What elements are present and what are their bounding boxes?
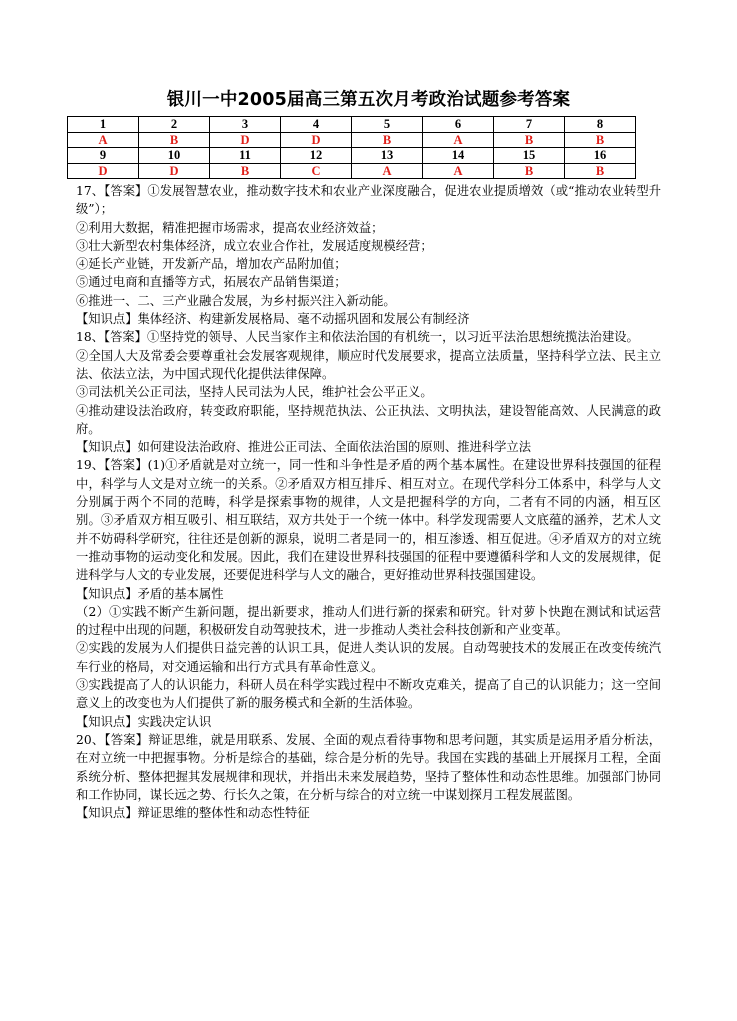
question-number-cell: 8 xyxy=(565,117,636,133)
document-title: 银川一中2005届高三第五次月考政治试题参考答案 xyxy=(166,90,571,110)
question-number-cell: 2 xyxy=(139,117,210,133)
question-number-cell: 10 xyxy=(139,148,210,164)
answer-paragraph: 19、【答案】(1)①矛盾就是对立统一，同一性和斗争性是矛盾的两个基本属性。在建设世界科技强国的征程中，科学与人文是对立统一的关系。②矛盾双方相互排斥、相互对立。在现代学科分工体系中，科学与人文分别属于两个不同的范畴，科学是探索事物的规律，人文是把握科学的方向，二者有不同的内涵，相互区别。③矛盾双方相互吸引、相互联结，双方共处于一个统一体中。科学发现需要人文底蕴的涵养，艺术人文并不妨碍科学研究，往往还是创新的源泉，说明二者是同一的，相互渗透、相互促进。④矛盾双方的对立统一推动事物的运动变化和发展。因此，我们在建设世界科技强国的征程中要遵循科学和人文的发展规律，促进科学与人文的专业发展，还要促进科学与人文的融合，更好推动世界科技强国建设。 xyxy=(76,458,661,583)
answer-paragraph: ⑥推进一、二、三产业融合发展，为乡村振兴注入新动能。 xyxy=(76,293,396,308)
question-number-row xyxy=(68,117,636,133)
answer-content xyxy=(76,182,661,822)
answer-paragraph: ②全国人大及常委会要尊重社会发展客观规律，顺应时代发展要求，提高立法质量，坚持科学立法、民主立法、依法立法，为中国式现代化提供法律保障。 xyxy=(76,348,661,381)
answer-paragraph: ③司法机关公正司法，坚持人民司法为人民，维护社会公平正义。 xyxy=(76,385,433,400)
question-number-cell: 1 xyxy=(68,117,139,133)
question-number-cell: 14 xyxy=(423,148,494,164)
knowledge-point-line: 【知识点】如何建设法治政府、推进公正司法、全面依法治国的原则、推进科学立法 xyxy=(76,440,531,455)
question-number-cell: 9 xyxy=(68,148,139,164)
answer-cell: B xyxy=(494,132,565,148)
answer-cell: B xyxy=(210,163,281,179)
answer-paragraph: ②利用大数据，精准把握市场需求，提高农业经济效益； xyxy=(76,220,384,235)
knowledge-point-line: 【知识点】辩证思维的整体性和动态性特征 xyxy=(76,806,310,821)
question-number-cell: 7 xyxy=(494,117,565,133)
question-number-cell: 12 xyxy=(281,148,352,164)
knowledge-point-line: 【知识点】集体经济、构建新发展格局、毫不动摇巩固和发展公有制经济 xyxy=(76,312,470,327)
answer-cell: C xyxy=(281,163,352,179)
answer-paragraph: ⑤通过电商和直播等方式，拓展农产品销售渠道； xyxy=(76,275,347,290)
answer-paragraph: ④推动建设法治政府，转变政府职能，坚持规范执法、公正执法、文明执法，建设智能高效、人民满意的政府。 xyxy=(76,403,661,436)
answer-paragraph: ③壮大新型农村集体经济，成立农业合作社，发展适度规模经营； xyxy=(76,238,433,253)
answer-table xyxy=(67,116,636,179)
answer-paragraph: 18、【答案】①坚持党的领导、人民当家作主和依法治国的有机统一，以习近平法治思想统揽法治建设。 xyxy=(76,330,639,345)
answer-paragraph: ③实践提高了人的认识能力，科研人员在科学实践过程中不断攻克难关，提高了自己的认识能力；这一空间意义上的改变也为人们提供了新的服务模式和全新的生活体验。 xyxy=(76,678,661,711)
answer-paragraph: 17、【答案】①发展智慧农业，推动数字技术和农业产业深度融合，促进农业提质增效（或“推动农业转型升级”）； xyxy=(76,184,661,217)
answer-cell: D xyxy=(210,132,281,148)
answer-cell: B xyxy=(139,132,210,148)
answer-table-body xyxy=(68,117,636,179)
question-number-cell: 15 xyxy=(494,148,565,164)
answer-cell: A xyxy=(423,163,494,179)
question-number-cell: 6 xyxy=(423,117,494,133)
answer-row xyxy=(68,163,636,179)
answer-paragraph: ④延长产业链，开发新产品，增加农产品附加值； xyxy=(76,257,347,272)
answer-paragraph: 20、【答案】辩证思维，就是用联系、发展、全面的观点看待事物和思考问题，其实质是运用矛盾分析法，在对立统一中把握事物。分析是综合的基础，综合是分析的先导。我国在实践的基础上开展探月工程，全面系统分析、整体把握其发展规律和现状，并指出未来发展趋势，坚持了整体性和动态性思维。加强部门协同和工作协同，谋长远之势、行长久之策，在分析与综合的对立统一中谋划探月工程发展蓝图。 xyxy=(76,732,661,802)
answer-cell: B xyxy=(352,132,423,148)
answer-paragraph: ②实践的发展为人们提供日益完善的认识工具，促进人类认识的发展。自动驾驶技术的发展正在改变传统汽车行业的格局，对交通运输和出行方式具有革命性意义。 xyxy=(76,641,661,674)
knowledge-point-line: 【知识点】实践决定认识 xyxy=(76,714,212,729)
answer-cell: A xyxy=(68,132,139,148)
answer-cell: D xyxy=(281,132,352,148)
answer-cell: D xyxy=(68,163,139,179)
question-number-cell: 11 xyxy=(210,148,281,164)
question-number-row xyxy=(68,148,636,164)
knowledge-point-line: 【知识点】矛盾的基本属性 xyxy=(76,586,224,601)
question-number-cell: 4 xyxy=(281,117,352,133)
question-number-cell: 16 xyxy=(565,148,636,164)
answer-row xyxy=(68,132,636,148)
answer-cell: B xyxy=(565,163,636,179)
question-number-cell: 3 xyxy=(210,117,281,133)
answer-cell: D xyxy=(139,163,210,179)
answer-cell: B xyxy=(565,132,636,148)
answer-cell: A xyxy=(352,163,423,179)
question-number-cell: 5 xyxy=(352,117,423,133)
answer-paragraph: （2）①实践不断产生新问题，提出新要求，推动人们进行新的探索和研究。针对萝卜快跑在测试和试运营的过程中出现的问题，积极研发自动驾驶技术，进一步推动人类社会科技创新和产业变革。 xyxy=(76,604,661,638)
answer-cell: B xyxy=(494,163,565,179)
question-number-cell: 13 xyxy=(352,148,423,164)
answer-cell: A xyxy=(423,132,494,148)
